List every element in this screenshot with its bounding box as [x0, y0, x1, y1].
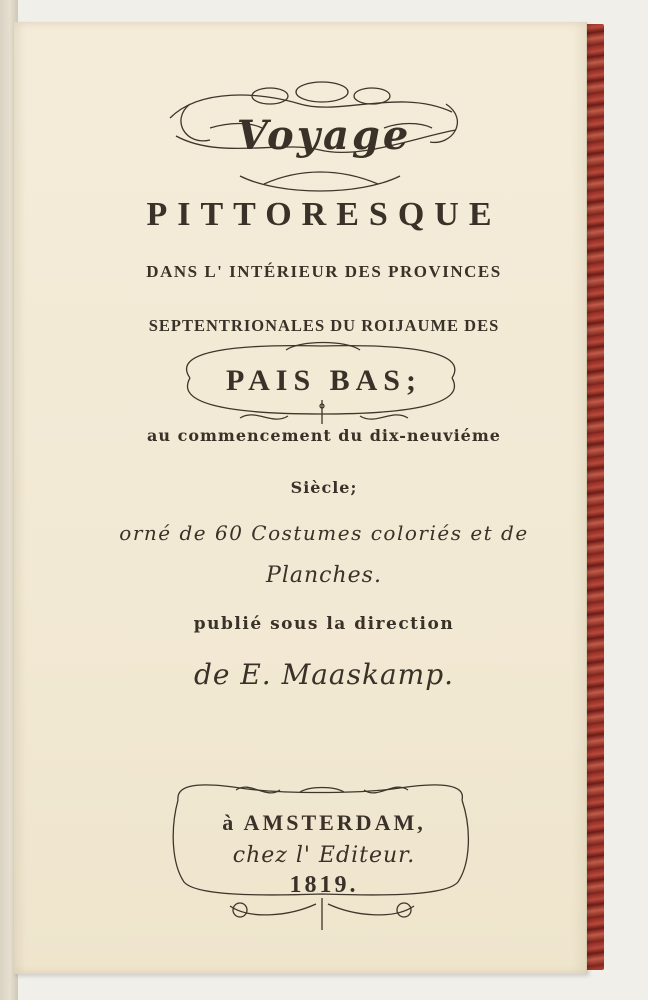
direction-line: publié sous la direction [193, 614, 455, 634]
subtitle-line-3: au commencement du dix-neuviéme [147, 426, 501, 445]
subtitle-line-6: Planches. [266, 563, 382, 588]
subtitle-line-2: SEPTENTRIONALES DU ROIJAUME DES [148, 316, 500, 335]
imprint-year: 1819. [289, 872, 359, 898]
subtitle-line-1: DANS L' INTÉRIEUR DES PROVINCES [146, 262, 502, 281]
imprint-publisher: chez l' Editeur. [232, 843, 416, 868]
title-pais-bas: PAIS BAS; [226, 364, 422, 397]
subtitle-line-5: orné de 60 Costumes coloriés et de [119, 521, 529, 545]
editor-name: de E. Maaskamp. [193, 658, 455, 691]
imprint-city: à AMSTERDAM, [222, 810, 426, 835]
title-voyage: Voyage [236, 112, 412, 159]
title-pittoresque: PITTORESQUE [146, 196, 502, 233]
subtitle-line-4: Siècle; [290, 478, 358, 497]
